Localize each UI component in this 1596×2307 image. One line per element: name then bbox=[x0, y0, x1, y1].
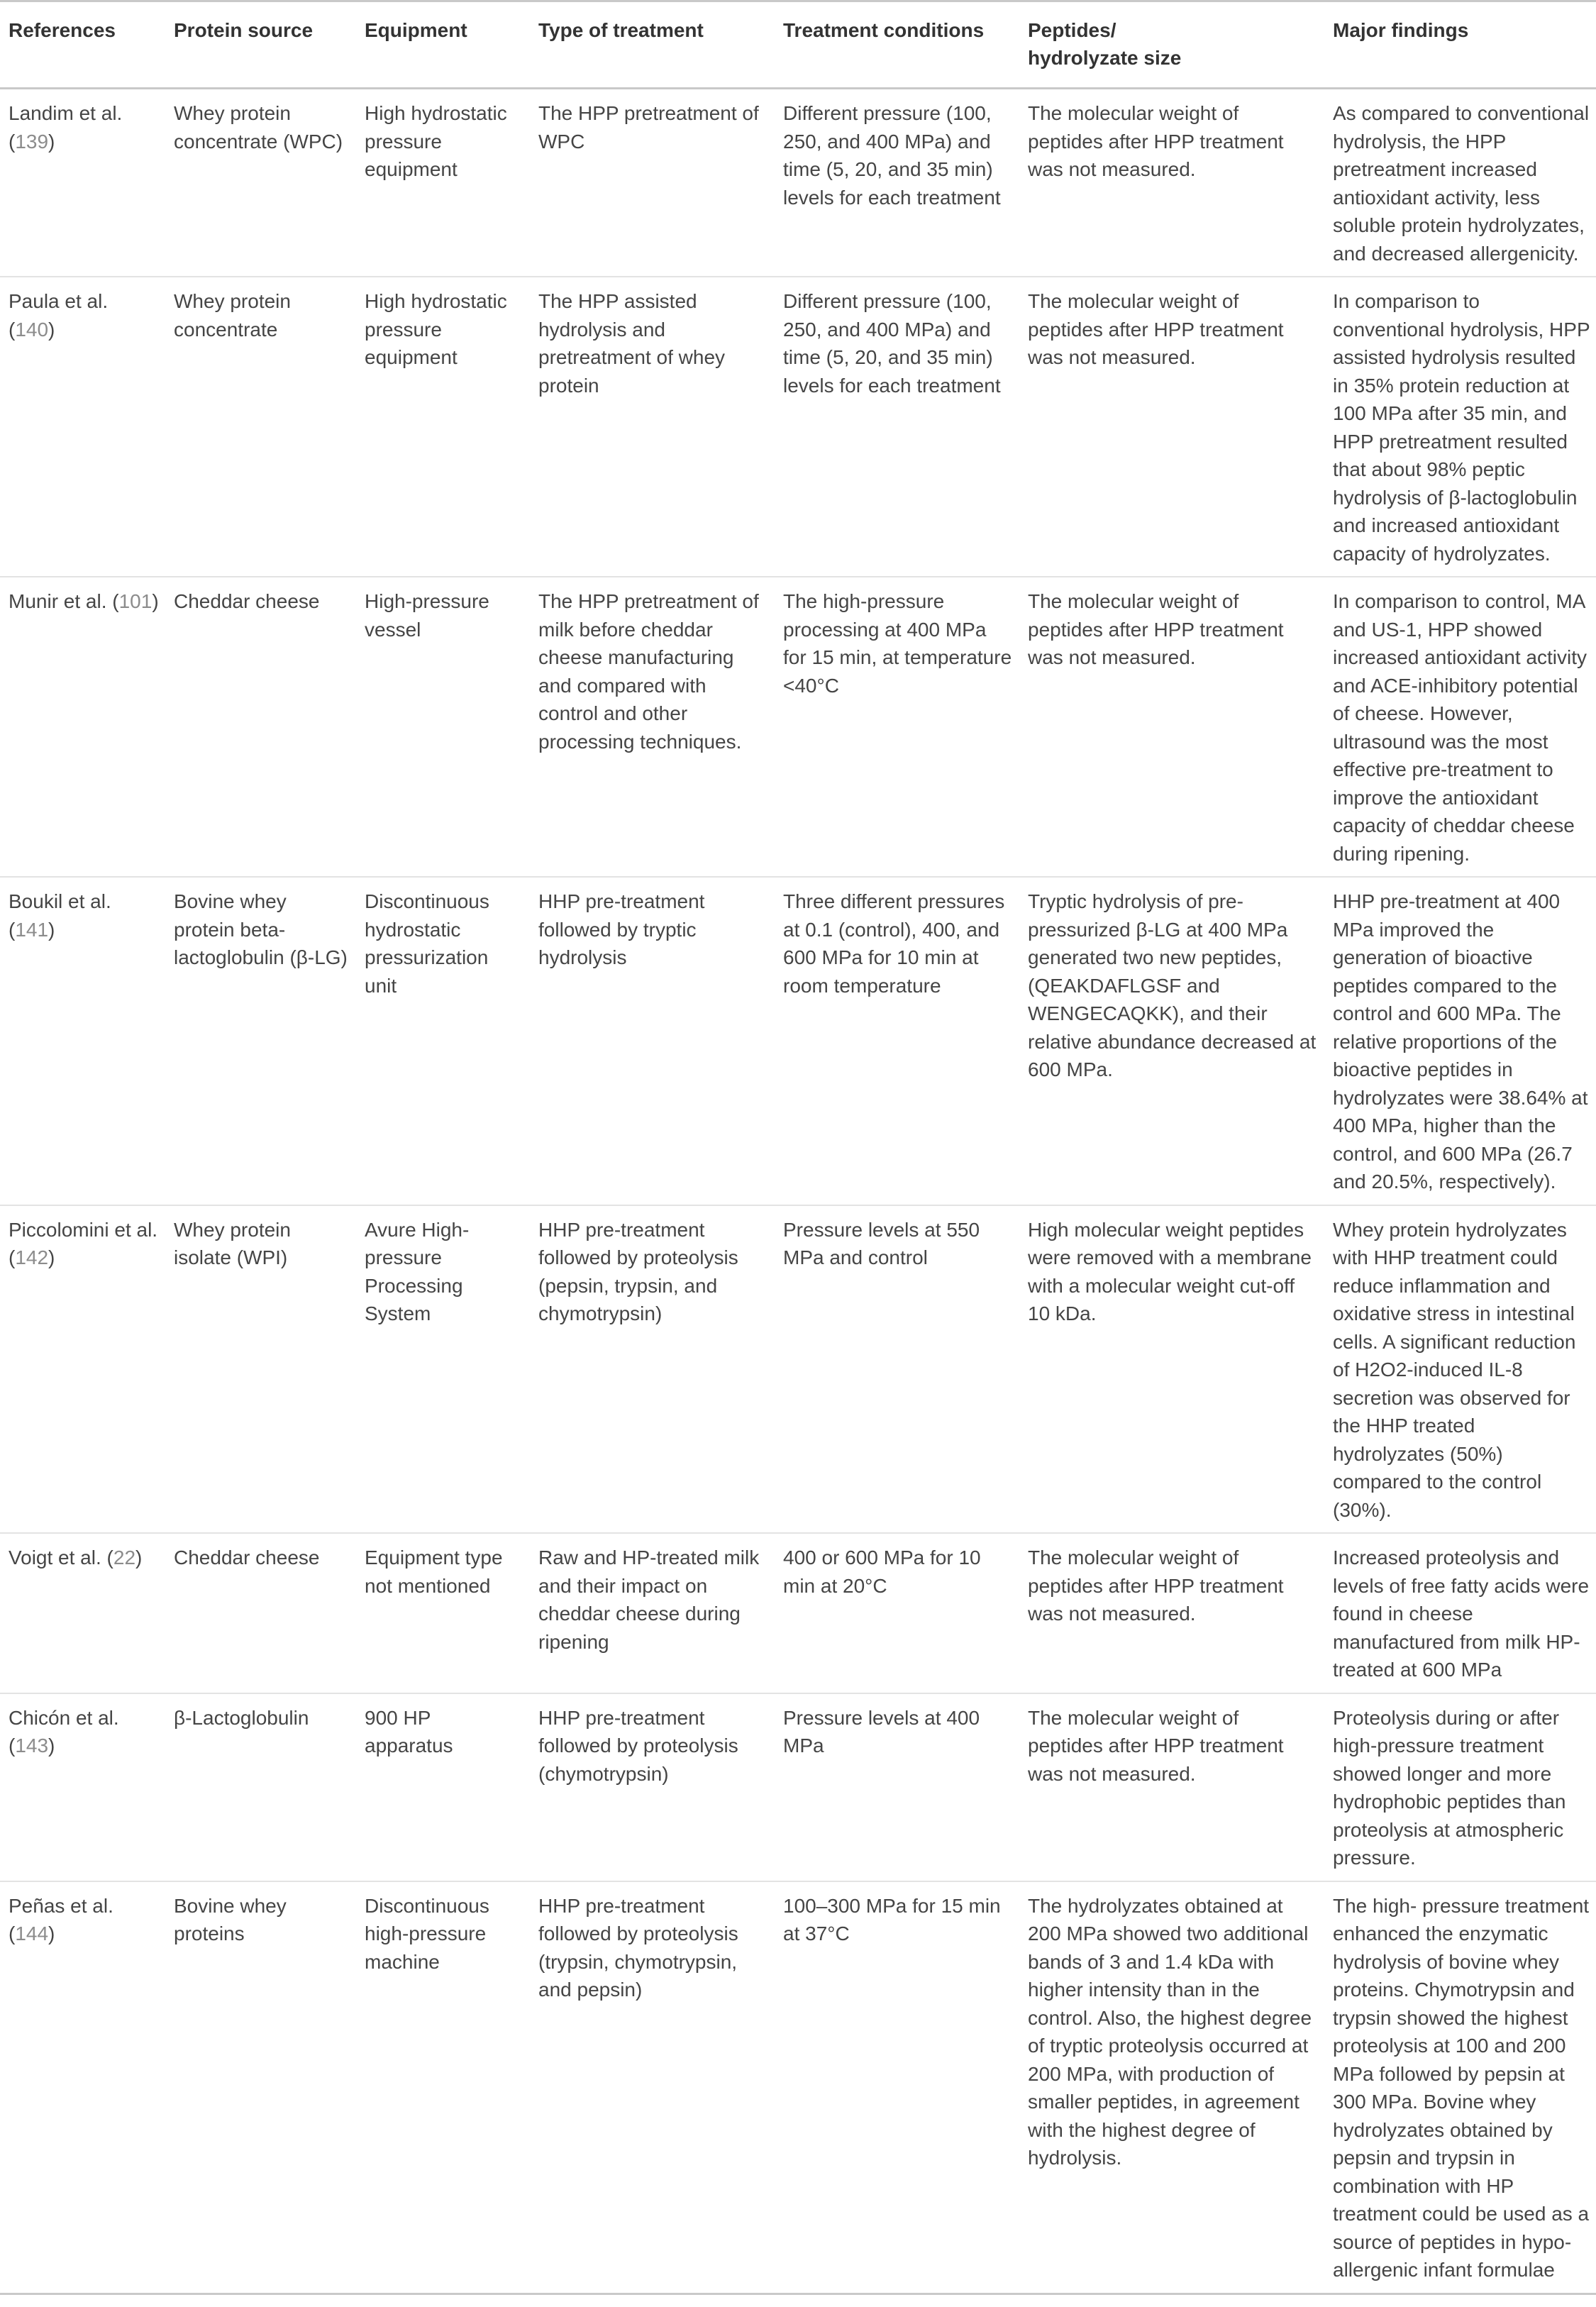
cell-equipment-text: Discontinuous high-pressure machine bbox=[365, 1894, 489, 1973]
header-treatment-conditions bbox=[775, 1, 1019, 89]
cell-treatment-conditions-text: Three different pressures at 0.1 (control), 400, and 600 MPa for 10 min at room temperature bbox=[783, 890, 1005, 997]
cell-treatment-conditions bbox=[775, 577, 1019, 877]
header-major-findings bbox=[1324, 1, 1596, 89]
cell-protein-source-text: Whey protein concentrate bbox=[174, 290, 291, 341]
cell-equipment-text: Equipment type not mentioned bbox=[365, 1547, 503, 1597]
cell-treatment-conditions bbox=[775, 1693, 1019, 1881]
cell-protein-source bbox=[165, 89, 356, 277]
reference-paren-close: ) bbox=[48, 918, 55, 941]
reference-paren-open: ( bbox=[9, 130, 16, 153]
cell-reference bbox=[0, 877, 165, 1205]
cell-peptide-size bbox=[1019, 577, 1324, 877]
cell-treatment-conditions bbox=[775, 277, 1019, 577]
cell-protein-source bbox=[165, 577, 356, 877]
cell-peptide-size bbox=[1019, 1533, 1324, 1693]
table-row bbox=[0, 1205, 1596, 1534]
cell-reference bbox=[0, 277, 165, 577]
cell-reference bbox=[0, 1881, 165, 2294]
cell-major-findings-text: Increased proteolysis and levels of free fatty acids were found in cheese manufactured from milk HP-treated at 600 MPa bbox=[1333, 1547, 1590, 1681]
cell-treatment-type-text: HHP pre-treatment followed by tryptic hydrolysis bbox=[538, 890, 705, 968]
reference-paren-close: ) bbox=[48, 1246, 55, 1268]
cell-treatment-type-text: Raw and HP-treated milk and their impact on cheddar cheese during ripening bbox=[538, 1547, 760, 1653]
cell-equipment-text: Avure High-pressure Processing System bbox=[365, 1218, 470, 1324]
header-label: Type of treatment bbox=[538, 19, 704, 41]
cell-equipment bbox=[356, 877, 530, 1205]
cell-protein-source bbox=[165, 877, 356, 1205]
cell-equipment bbox=[356, 1693, 530, 1881]
header-equipment bbox=[356, 1, 530, 89]
cell-protein-source-text: Bovine whey protein beta-lactoglobulin (β-LG) bbox=[174, 890, 348, 968]
reference-authors: Peñas et al. bbox=[9, 1894, 113, 1917]
cell-major-findings-text: Proteolysis during or after high-pressure treatment showed longer and more hydrophobic peptides than proteolysis at atmospheric pressure. bbox=[1333, 1706, 1566, 1869]
cell-major-findings-text: Whey protein hydrolyzates with HHP treatment could reduce inflammation and oxidative stress in intestinal cells. A significant reduction of H2O2-induced IL-8 secretion was observed for the HHP treated hydrolyzates (50%) compared to the control (30%). bbox=[1333, 1218, 1576, 1521]
cell-protein-source bbox=[165, 1205, 356, 1534]
cell-protein-source bbox=[165, 1533, 356, 1693]
reference-authors: Chicón et al. bbox=[9, 1706, 119, 1729]
table-row bbox=[0, 277, 1596, 577]
cell-peptide-size-text: Tryptic hydrolysis of pre-pressurized β-LG at 400 MPa generated two new peptides, (QEAKDAFLGSF and WENGECAQKK), and their relative abundance decreased at 600 MPa. bbox=[1028, 890, 1317, 1080]
cell-major-findings bbox=[1324, 1693, 1596, 1881]
reference-paren-open: ( bbox=[9, 1246, 16, 1268]
reference-paren-close: ) bbox=[48, 1735, 55, 1756]
reference-paren-close: ) bbox=[48, 1922, 55, 1944]
header-label: Equipment bbox=[365, 19, 467, 41]
cell-treatment-type bbox=[530, 1533, 775, 1693]
reference-authors: Piccolomini et al. bbox=[9, 1218, 158, 1241]
cell-reference bbox=[0, 89, 165, 277]
cell-protein-source-text: Whey protein isolate (WPI) bbox=[174, 1218, 291, 1268]
cell-equipment-text: High-pressure vessel bbox=[365, 590, 489, 641]
cell-major-findings bbox=[1324, 577, 1596, 877]
cell-reference bbox=[0, 1205, 165, 1534]
header-references bbox=[0, 1, 165, 89]
table-body bbox=[0, 89, 1596, 2294]
cell-treatment-conditions bbox=[775, 877, 1019, 1205]
cell-protein-source-text: Bovine whey proteins bbox=[174, 1894, 287, 1944]
table-row bbox=[0, 1881, 1596, 2294]
reference-number-link[interactable]: 144 bbox=[15, 1922, 49, 1944]
reference-authors: Boukil et al. bbox=[9, 890, 111, 912]
cell-major-findings bbox=[1324, 1881, 1596, 2294]
cell-treatment-conditions bbox=[775, 1881, 1019, 2294]
cell-equipment bbox=[356, 577, 530, 877]
cell-protein-source-text: β-Lactoglobulin bbox=[174, 1706, 309, 1729]
reference-paren-open: ( bbox=[9, 1735, 16, 1756]
cell-treatment-type bbox=[530, 577, 775, 877]
cell-treatment-conditions-text: Pressure levels at 400 MPa bbox=[783, 1706, 980, 1756]
cell-treatment-type-text: HHP pre-treatment followed by proteolysis (pepsin, trypsin, and chymotrypsin) bbox=[538, 1218, 738, 1324]
cell-treatment-conditions bbox=[775, 1533, 1019, 1693]
cell-equipment-text: 900 HP apparatus bbox=[365, 1706, 453, 1756]
cell-protein-source bbox=[165, 277, 356, 577]
cell-treatment-type-text: The HPP assisted hydrolysis and pretreatment of whey protein bbox=[538, 290, 726, 397]
reference-number-link[interactable]: 142 bbox=[15, 1246, 49, 1268]
cell-treatment-conditions-text: 100–300 MPa for 15 min at 37°C bbox=[783, 1894, 1001, 1944]
reference-paren-open: ( bbox=[9, 1922, 16, 1944]
cell-equipment bbox=[356, 1881, 530, 2294]
reference-paren-open: ( bbox=[101, 1547, 113, 1569]
reference-paren-open: ( bbox=[106, 590, 119, 612]
table-row bbox=[0, 577, 1596, 877]
cell-major-findings-text: In comparison to control, MA and US-1, HPP showed increased antioxidant activity and ACE-inhibitory potential of cheese. However, ultrasound was the most effective pre-treatment to improve the antioxidant capacity of cheddar cheese during ripening. bbox=[1333, 590, 1587, 865]
cell-peptide-size bbox=[1019, 89, 1324, 277]
cell-treatment-conditions-text: Different pressure (100, 250, and 400 MPa) and time (5, 20, and 35 min) levels for each treatment bbox=[783, 102, 1001, 209]
header-label: Protein source bbox=[174, 19, 314, 41]
reference-authors: Munir et al. bbox=[9, 590, 107, 612]
cell-peptide-size-text: The hydrolyzates obtained at 200 MPa showed two additional bands of 3 and 1.4 kDa with higher intensity than in the control. Also, the highest degree of tryptic proteolysis occurred at 200 MPa, with production of smaller peptides, in agreement with the highest degree of hydrolysis. bbox=[1028, 1894, 1312, 2169]
cell-peptide-size-text: The molecular weight of peptides after HPP treatment was not measured. bbox=[1028, 102, 1284, 180]
cell-equipment bbox=[356, 89, 530, 277]
cell-peptide-size-text: The molecular weight of peptides after HPP treatment was not measured. bbox=[1028, 1547, 1284, 1625]
cell-peptide-size bbox=[1019, 1205, 1324, 1534]
cell-treatment-type bbox=[530, 1881, 775, 2294]
cell-protein-source bbox=[165, 1881, 356, 2294]
cell-treatment-conditions-text: Pressure levels at 550 MPa and control bbox=[783, 1218, 980, 1268]
cell-peptide-size bbox=[1019, 877, 1324, 1205]
cell-equipment bbox=[356, 1205, 530, 1534]
cell-equipment-text: Discontinuous hydrostatic pressurization unit bbox=[365, 890, 489, 997]
cell-peptide-size-text: High molecular weight peptides were removed with a membrane with a molecular weight cut-off 10 kDa. bbox=[1028, 1218, 1312, 1324]
cell-reference bbox=[0, 1693, 165, 1881]
reference-paren-close: ) bbox=[48, 130, 55, 153]
reference-number-link[interactable]: 143 bbox=[15, 1735, 49, 1756]
cell-equipment-text: High hydrostatic pressure equipment bbox=[365, 102, 507, 180]
header-label: Treatment conditions bbox=[783, 19, 985, 41]
cell-equipment bbox=[356, 277, 530, 577]
cell-major-findings-text: As compared to conventional hydrolysis, the HPP pretreatment increased antioxidant activity, less soluble protein hydrolyzates, and decreased allergenicity. bbox=[1333, 102, 1590, 265]
cell-protein-source-text: Whey protein concentrate (WPC) bbox=[174, 102, 343, 153]
cell-equipment bbox=[356, 1533, 530, 1693]
cell-treatment-type-text: The HPP pretreatment of WPC bbox=[538, 102, 759, 153]
cell-equipment-text: High hydrostatic pressure equipment bbox=[365, 290, 507, 368]
table-row bbox=[0, 877, 1596, 1205]
cell-peptide-size bbox=[1019, 1693, 1324, 1881]
cell-treatment-type bbox=[530, 277, 775, 577]
cell-peptide-size bbox=[1019, 1881, 1324, 2294]
header-peptides-size bbox=[1019, 1, 1324, 89]
cell-treatment-conditions-text: The high-pressure processing at 400 MPa for 15 min, at temperature <40°C bbox=[783, 590, 1012, 697]
cell-treatment-conditions-text: 400 or 600 MPa for 10 min at 20°C bbox=[783, 1547, 981, 1597]
reference-number-link[interactable]: 141 bbox=[15, 918, 49, 941]
cell-protein-source-text: Cheddar cheese bbox=[174, 590, 320, 612]
cell-treatment-type bbox=[530, 89, 775, 277]
reference-paren-close: ) bbox=[152, 590, 159, 612]
cell-protein-source bbox=[165, 1693, 356, 1881]
reference-paren-close: ) bbox=[135, 1547, 143, 1569]
reference-number-link[interactable]: 140 bbox=[15, 318, 49, 341]
reference-authors: Paula et al. bbox=[9, 290, 109, 312]
header-type-of-treatment bbox=[530, 1, 775, 89]
cell-major-findings bbox=[1324, 89, 1596, 277]
reference-paren-open: ( bbox=[9, 318, 16, 341]
cell-treatment-type-text: The HPP pretreatment of milk before cheddar cheese manufacturing and compared with control and other processing techniques. bbox=[538, 590, 759, 753]
cell-treatment-type bbox=[530, 1205, 775, 1534]
cell-protein-source-text: Cheddar cheese bbox=[174, 1547, 320, 1569]
cell-treatment-conditions bbox=[775, 1205, 1019, 1534]
cell-peptide-size bbox=[1019, 277, 1324, 577]
header-label: References bbox=[9, 19, 116, 41]
cell-peptide-size-text: The molecular weight of peptides after HPP treatment was not measured. bbox=[1028, 590, 1284, 668]
cell-major-findings-text: HHP pre-treatment at 400 MPa improved the generation of bioactive peptides compared to the control and 600 MPa. The relative proportions of the bioactive peptides in hydrolyzates were 38.64% at 400 MPa, higher than the control, and 600 MPa (26.7 and 20.5%, respectively). bbox=[1333, 890, 1588, 1193]
header-row bbox=[0, 1, 1596, 89]
cell-treatment-conditions bbox=[775, 89, 1019, 277]
cell-treatment-conditions-text: Different pressure (100, 250, and 400 MPa) and time (5, 20, and 35 min) levels for each treatment bbox=[783, 290, 1001, 397]
cell-treatment-type bbox=[530, 1693, 775, 1881]
cell-treatment-type bbox=[530, 877, 775, 1205]
cell-major-findings bbox=[1324, 277, 1596, 577]
reference-number-link[interactable]: 22 bbox=[113, 1547, 136, 1569]
cell-treatment-type-text: HHP pre-treatment followed by proteolysis (trypsin, chymotrypsin, and pepsin) bbox=[538, 1894, 738, 2001]
table-row bbox=[0, 1693, 1596, 1881]
table-row bbox=[0, 1533, 1596, 1693]
header-label: Peptides/ hydrolyzate size bbox=[1028, 19, 1182, 69]
reference-number-link[interactable]: 139 bbox=[15, 130, 49, 153]
header-protein-source bbox=[165, 1, 356, 89]
cell-peptide-size-text: The molecular weight of peptides after HPP treatment was not measured. bbox=[1028, 290, 1284, 368]
header-label: Major findings bbox=[1333, 19, 1469, 41]
cell-major-findings-text: In comparison to conventional hydrolysis, HPP assisted hydrolysis resulted in 35% protein reduction at 100 MPa after 35 min, and HPP pretreatment resulted that about 98% peptic hydrolysis of β-lactoglobulin and increased antioxidant capacity of hydrolyzates. bbox=[1333, 290, 1590, 565]
cell-major-findings bbox=[1324, 1205, 1596, 1534]
cell-peptide-size-text: The molecular weight of peptides after HPP treatment was not measured. bbox=[1028, 1706, 1284, 1785]
cell-major-findings bbox=[1324, 877, 1596, 1205]
reference-authors: Voigt et al. bbox=[9, 1547, 101, 1569]
cell-reference bbox=[0, 1533, 165, 1693]
table-row bbox=[0, 89, 1596, 277]
reference-authors: Landim et al. bbox=[9, 102, 123, 124]
reference-number-link[interactable]: 101 bbox=[118, 590, 153, 612]
cell-reference bbox=[0, 577, 165, 877]
reference-paren-close: ) bbox=[48, 318, 55, 341]
reference-paren-open: ( bbox=[9, 918, 16, 941]
cell-major-findings-text: The high- pressure treatment enhanced the enzymatic hydrolysis of bovine whey proteins. Chymotrypsin and trypsin showed the highest proteolysis at 100 and 200 MPa followed by pepsin at 300 MPa. Bovine whey hydrolyzates obtained by pepsin and trypsin in combination with HP treatment could be used as a source of peptides in hypo- allergenic infant formulae bbox=[1333, 1894, 1590, 2281]
cell-treatment-type-text: HHP pre-treatment followed by proteolysis (chymotrypsin) bbox=[538, 1706, 738, 1785]
cell-major-findings bbox=[1324, 1533, 1596, 1693]
